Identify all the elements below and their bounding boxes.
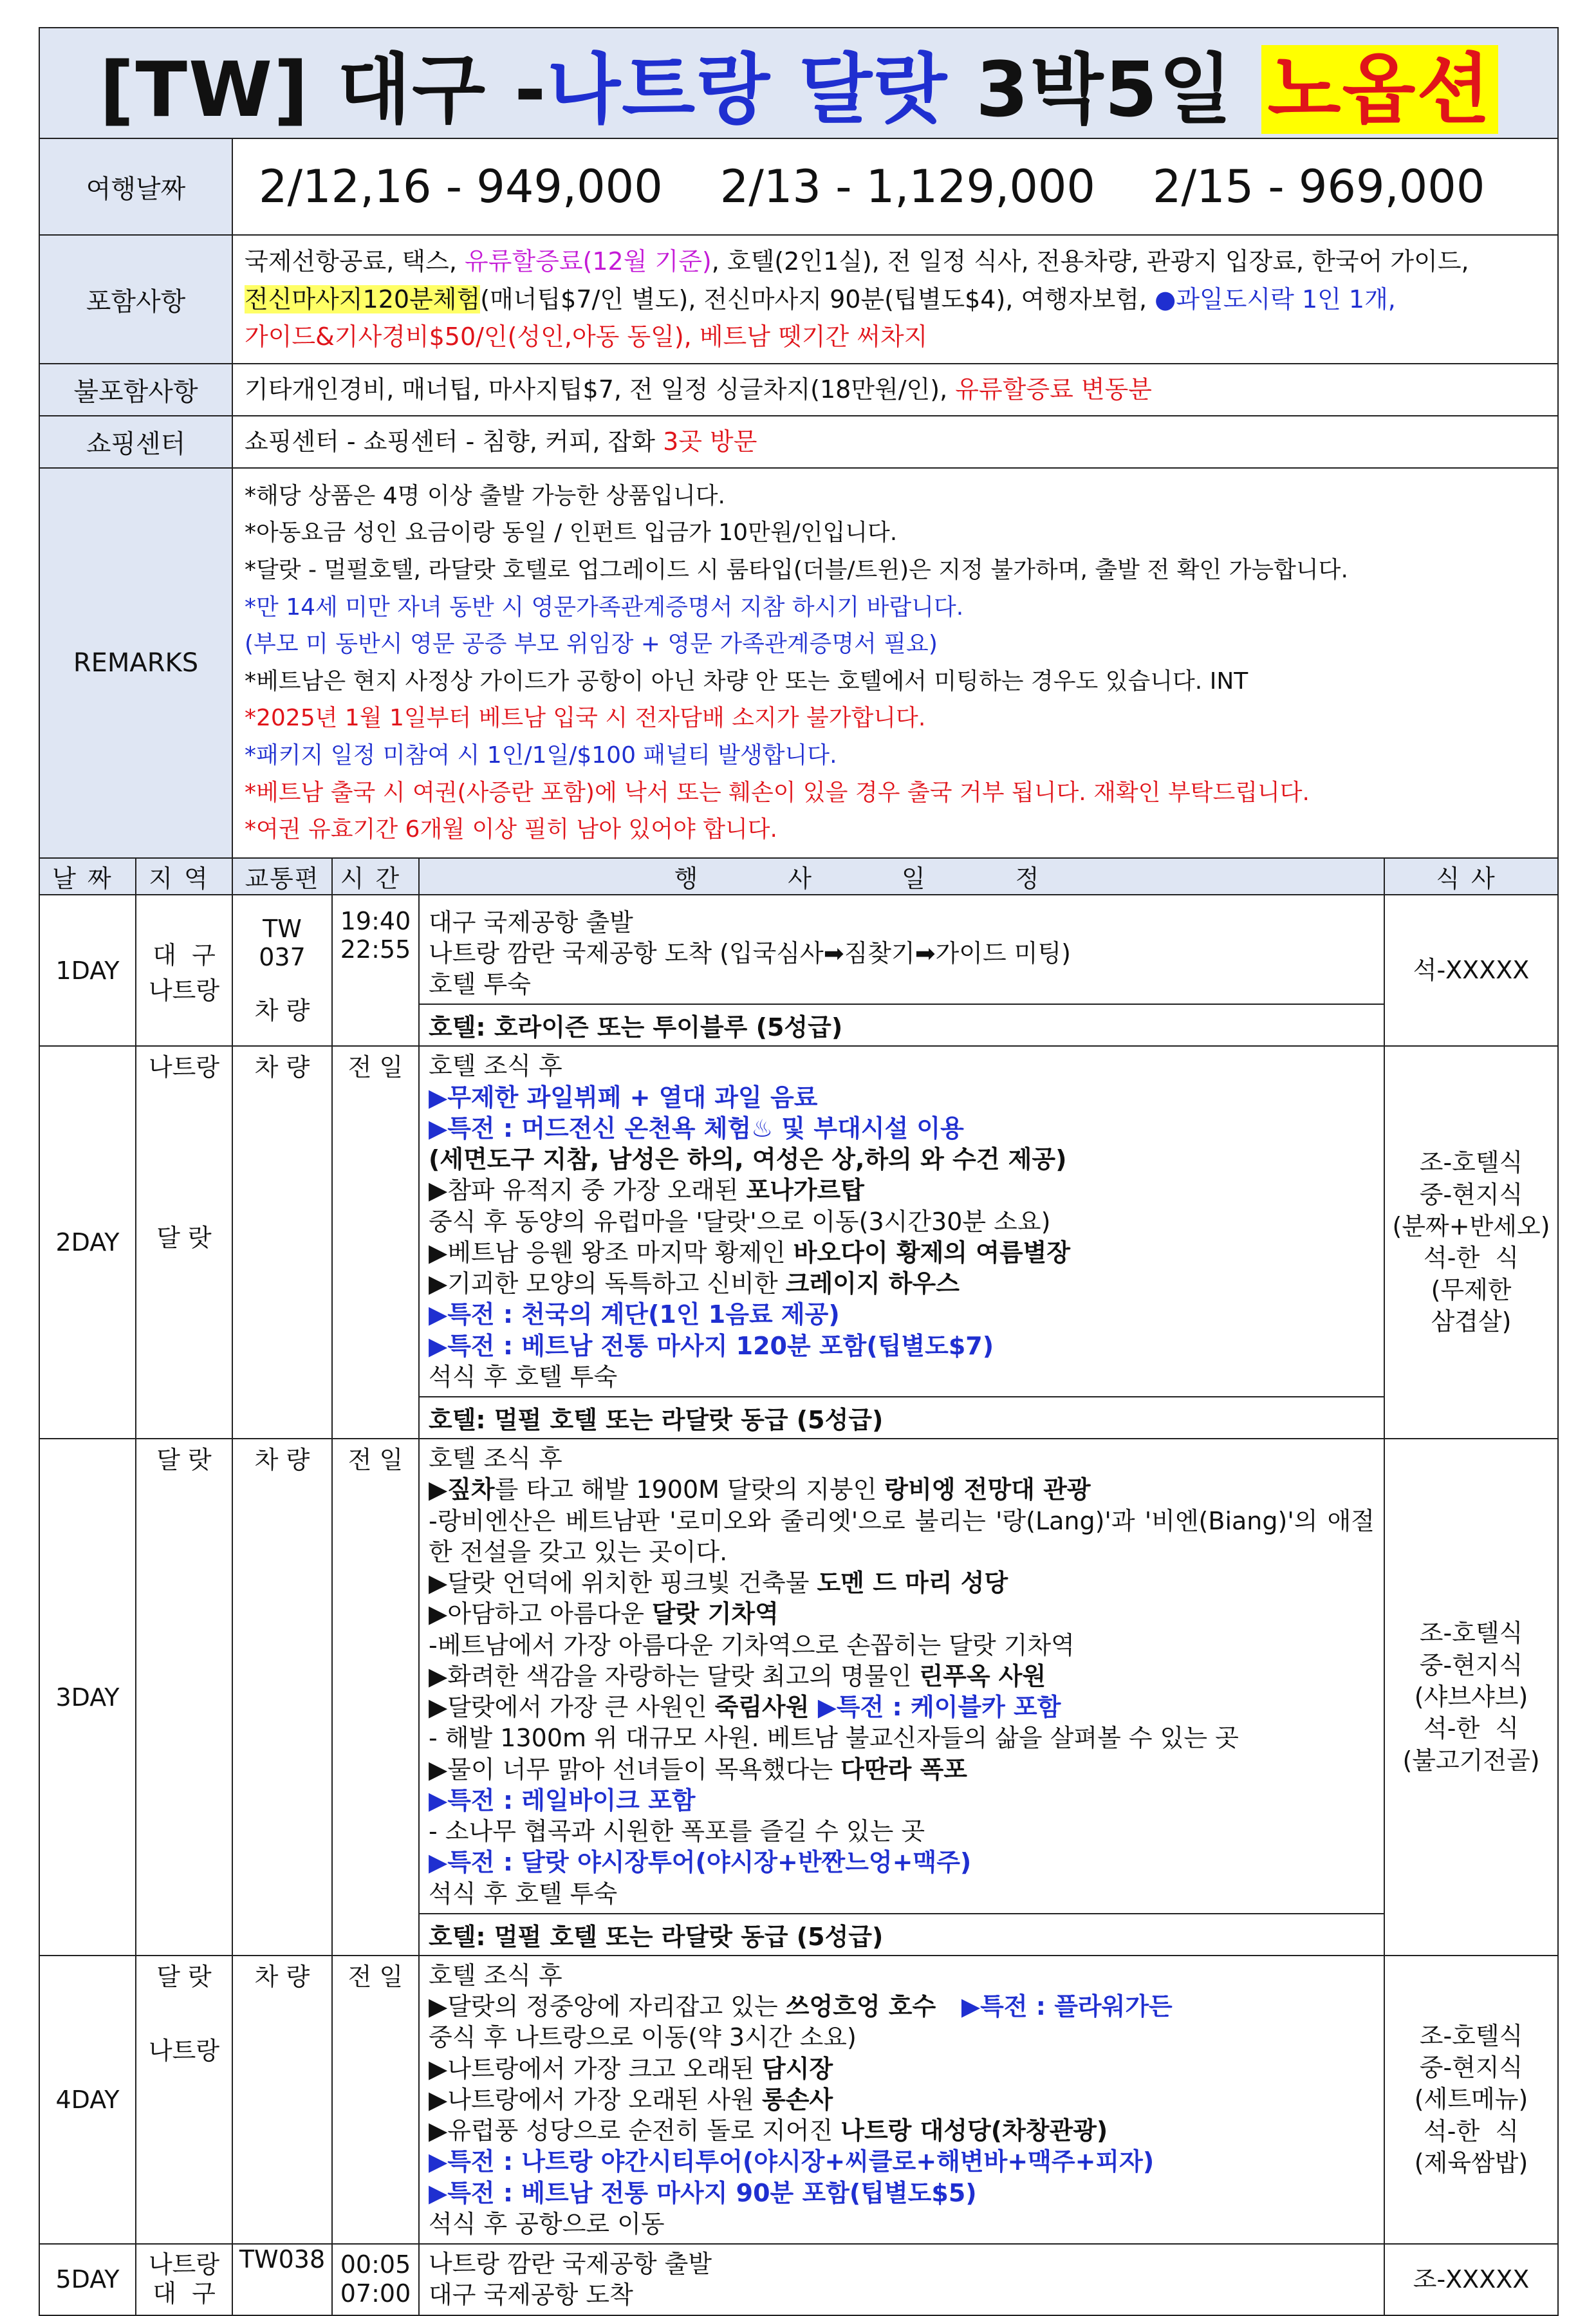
time: 00:05 07:00 <box>332 2244 419 2315</box>
transport: 차 량 <box>232 1439 332 1956</box>
transport: 차 량 <box>232 1046 332 1439</box>
hotel: 호텔: 호라이즌 또는 투이블루 (5성급) <box>419 1004 1384 1046</box>
hotel: 호텔: 멀펄 호텔 또는 라달랏 동급 (5성급) <box>419 1397 1384 1439</box>
day-label: 3DAY <box>39 1439 136 1956</box>
meal: 조-호텔식 중-현지식 (분짜+반세오) 석-한 식 (무제한 삼겹살) <box>1384 1046 1558 1439</box>
day-label: 2DAY <box>39 1046 136 1439</box>
region: 달 랏 <box>136 1439 232 1956</box>
transport: TW038 <box>232 2244 332 2315</box>
day-row-4 <box>39 1956 1558 2244</box>
region: 대 구 나트랑 <box>136 895 232 1047</box>
day-label: 4DAY <box>39 1956 136 2244</box>
shopping-label: 쇼핑센터 <box>39 416 232 468</box>
day-label: 5DAY <box>39 2244 136 2315</box>
time: 전 일 <box>332 1439 419 1956</box>
remark-item: *해당 상품은 4명 이상 출발 가능한 상품입니다. <box>245 482 725 509</box>
excluded-list: 기타개인경비, 매너팁, 마사지팁$7, 전 일정 싱글차지(18만원/인), 유류할증료 변동분 <box>232 364 1558 416</box>
schedule: 호텔 조식 후 ▶짚차를 타고 해발 1900M 달랏의 지붕인 랑비엥 전망대 관광 -랑비엔산은 베트남판 '로미오와 줄리엣'으로 불리는 '랑(Lang)'과 '비엔(Biang)'의 애절한 전설을 갖고 있는 곳이다. ▶달랏 언덕에 위치한 핑크빛 건축물 도멘 드 마리 성당 ▶아담하고 아름다운 달랏 기차역 -베트남에서 가장 아름다운 기차역으로 손꼽히는 달랏 기차역 ▶화려한 색감을 자랑하는 달랏 최고의 명물인 린푸옥 사원 ▶달랏에서 가장 큰 사원인 죽림사원 ▶특전 : 케이블카 포함 - 해발 1300m 위 대규모 사원. 베트남 불교신자들의 삶을 살펴볼 수 있는 곳 ▶물이 너무 맑아 선녀들이 목욕했다는 다딴라 폭포 ▶특전 : 레일바이크 포함 - 소나무 협곡과 시원한 폭포를 즐길 수 있는 곳 ▶특전 : 달랏 야시장투어(야시장+반짠느엉+맥주) 석식 후 호텔 투숙 <box>419 1439 1384 1914</box>
region: 달 랏 나트랑 <box>136 1956 232 2244</box>
time: 전 일 <box>332 1046 419 1439</box>
itinerary-page <box>39 27 1557 2316</box>
col-header-region: 지역 <box>136 858 232 895</box>
dates-label: 여행날짜 <box>39 138 232 235</box>
region: 나트랑 대 구 <box>136 2244 232 2315</box>
shopping-info: 쇼핑센터 - 쇼핑센터 - 침향, 커피, 잡화 3곳 방문 <box>232 416 1558 468</box>
hotel: 호텔: 멀펄 호텔 또는 라달랏 동급 (5성급) <box>419 1914 1384 1956</box>
meal: 석-XXXXX <box>1384 895 1558 1047</box>
included-list: 국제선항공료, 택스, 유류할증료(12월 기준), 호텔(2인1실), 전 일정 식사, 전용차량, 관광지 입장료, 한국어 가이드, 전신마사지120분체험(매너팁$7/인 별도), 전신마사지 90분(팁별도$4), 여행자보험, ●과일도시락 1인 1개, 가이드&기사경비$50/인(성인,아동 동일), 베트남 뗏기간 써차지 <box>232 235 1558 364</box>
remark-item: *2025년 1월 1일부터 베트남 입국 시 전자담배 소지가 불가합니다. <box>245 705 926 732</box>
day-row-2 <box>39 1046 1558 1397</box>
remarks-list <box>232 468 1558 858</box>
remark-item: (부모 미 동반시 영문 공증 부모 위임장 + 영문 가족관계증명서 필요) <box>245 631 938 658</box>
remark-item: *아동요금 성인 요금이랑 동일 / 인펀트 입금가 10만원/인입니다. <box>245 519 898 546</box>
day-row-3 <box>39 1439 1558 1914</box>
day-row-5 <box>39 2244 1558 2315</box>
price-list: 2/12,16 - 949,000 2/13 - 1,129,000 2/15 - 969,000 <box>232 138 1558 235</box>
schedule: 나트랑 깜란 국제공항 출발 대구 국제공항 도착 <box>419 2244 1384 2315</box>
schedule: 호텔 조식 후 ▶달랏의 정중앙에 자리잡고 있는 쓰엉흐엉 호수 ▶특전 : 플라워가든 중식 후 나트랑으로 이동(약 3시간 소요) ▶나트랑에서 가장 크고 오래된 담시장 ▶나트랑에서 가장 오래된 사원 롱손사 ▶유럽풍 성당으로 순전히 돌로 지어진 나트랑 대성당(차창관광) ▶특전 : 나트랑 야간시티투어(야시장+씨클로+해변바+맥주+피자) ▶특전 : 베트남 전통 마사지 90분 포함(팁별도$5) 석식 후 공항으로 이동 <box>419 1956 1384 2244</box>
remark-item: *달랏 - 멀펄호텔, 라달랏 호텔로 업그레이드 시 룸타입(더블/트윈)은 지정 불가하며, 출발 전 확인 가능합니다. <box>245 556 1348 583</box>
schedule: 호텔 조식 후 ▶무제한 과일뷔페 + 열대 과일 음료 ▶특전 : 머드전신 온천욕 체험♨ 및 부대시설 이용 (세면도구 지참, 남성은 하의, 여성은 상,하의 와 수건 제공) ▶참파 유적지 중 가장 오래된 포나가르탑 중식 후 동양의 유럽마을 '달랏'으로 이동(3시간30분 소요) ▶베트남 응웬 왕조 마지막 황제인 바오다이 황제의 여름별장 ▶기괴한 모양의 독특하고 신비한 크레이지 하우스 ▶특전 : 천국의 계단(1인 1음료 제공) ▶특전 : 베트남 전통 마사지 120분 포함(팁별도$7) 석식 후 호텔 투숙 <box>419 1046 1384 1397</box>
included-label: 포함사항 <box>39 235 232 364</box>
remarks-label: REMARKS <box>39 468 232 858</box>
time: 전 일 <box>332 1956 419 2244</box>
transport: TW 037 차 량 <box>232 895 332 1047</box>
day-row-1 <box>39 895 1558 1005</box>
schedule: 대구 국제공항 출발 나트랑 깜란 국제공항 도착 (입국심사➡짐찾기➡가이드 미팅) 호텔 투숙 <box>419 895 1384 1005</box>
meal: 조-호텔식 중-현지식 (샤브샤브) 석-한 식 (불고기전골) <box>1384 1439 1558 1956</box>
col-header-transport: 교통편 <box>232 858 332 895</box>
page-title: [TW] 대구 -나트랑 달랏 3박5일 노옵션 <box>39 28 1558 138</box>
col-header-schedule: 행사일정 <box>419 858 1384 895</box>
itinerary-table <box>39 27 1559 2316</box>
meal: 조-XXXXX <box>1384 2244 1558 2315</box>
col-header-day: 날짜 <box>39 858 136 895</box>
remark-item: *베트남 출국 시 여권(사증란 포함)에 낙서 또는 훼손이 있을 경우 출국 거부 됩니다. 재확인 부탁드립니다. <box>245 779 1310 806</box>
excluded-label: 불포함사항 <box>39 364 232 416</box>
remark-item: *베트남은 현지 사정상 가이드가 공항이 아닌 차량 안 또는 호텔에서 미팅하는 경우도 있습니다. INT <box>245 668 1248 695</box>
remark-item: *여권 유효기간 6개월 이상 필히 남아 있어야 합니다. <box>245 816 777 843</box>
col-header-meal: 식사 <box>1384 858 1558 895</box>
day-label: 1DAY <box>39 895 136 1047</box>
region: 나트랑 달 랏 <box>136 1046 232 1439</box>
remark-item: *패키지 일정 미참여 시 1인/1일/$100 패널티 발생합니다. <box>245 742 837 769</box>
time: 19:40 22:55 <box>332 895 419 1047</box>
remark-item: *만 14세 미만 자녀 동반 시 영문가족관계증명서 지참 하시기 바랍니다. <box>245 593 964 621</box>
meal: 조-호텔식 중-현지식 (세트메뉴) 석-한 식 (제육쌈밥) <box>1384 1956 1558 2244</box>
transport: 차 량 <box>232 1956 332 2244</box>
col-header-time: 시간 <box>332 858 419 895</box>
